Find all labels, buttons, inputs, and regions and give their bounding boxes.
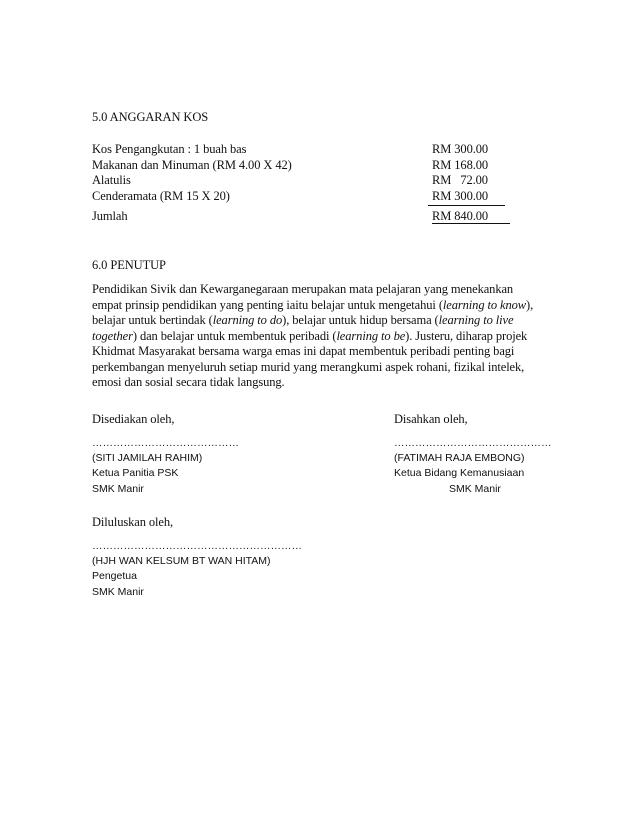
paragraph-line: emosi dan sosial secara tidak langsung. <box>92 375 285 389</box>
signature-approved-by <box>92 515 302 600</box>
cost-row <box>92 158 512 174</box>
cost-row <box>92 173 512 189</box>
signature-label: Disahkan oleh, <box>394 412 468 426</box>
signatory-name: (HJH WAN KELSUM BT WAN HITAM) <box>92 554 271 567</box>
closing-paragraph <box>92 282 560 391</box>
signature-prepared-by <box>92 412 239 497</box>
total-amount: RM 840.00 <box>432 209 489 223</box>
signature-dotted-line: …………………………………… <box>92 436 239 449</box>
signatory-title: Ketua Bidang Kemanusiaan <box>394 467 525 479</box>
cost-item-desc: Makanan dan Minuman (RM 4.00 X 42) <box>92 157 292 172</box>
cost-item-amount: RM 72.00 <box>432 173 488 187</box>
cost-item-desc: Kos Pengangkutan : 1 buah bas <box>92 142 247 156</box>
paragraph-line: Pendidikan Sivik dan Kewarganegaraan merupakan mata pelajaran yang menekankan <box>92 282 514 296</box>
cost-row <box>92 189 512 205</box>
signatory-name: (FATIMAH RAJA EMBONG) <box>394 451 525 464</box>
signature-dotted-line: ……………………………………… <box>394 436 552 449</box>
paragraph-line: belajar untuk bertindak (learning to do), belajar untuk hidup bersama (learning to live <box>92 313 514 327</box>
sum-divider-line <box>428 205 505 206</box>
signatory-school: SMK Manir <box>92 482 144 495</box>
signatory-title: Pengetua <box>92 570 137 582</box>
signatory-title: Ketua Panitia PSK <box>92 467 179 479</box>
paragraph-line: together) dan belajar untuk membentuk peribadi (learning to be). Justeru, diharap projek <box>92 328 528 343</box>
signatory-school: SMK Manir <box>92 585 144 598</box>
cost-item-amount: RM 168.00 <box>432 157 489 172</box>
signature-dotted-line: …………………………………………………… <box>92 539 302 552</box>
signature-label: Diluluskan oleh, <box>92 515 174 529</box>
paragraph-line: perkembangan menyeluruh setiap murid yang merangkumi aspek rohani, fizikal intelek, <box>92 359 525 374</box>
signature-label: Disediakan oleh, <box>92 412 175 426</box>
section-heading-penutup: 6.0 PENUTUP <box>92 258 166 272</box>
paragraph-line: Khidmat Masyarakat bersama warga emas ini dapat membentuk peribadi penting bagi <box>92 344 515 358</box>
signature-verified-by <box>394 412 552 497</box>
cost-item-desc: Alatulis <box>92 173 131 187</box>
cost-item-desc: Cenderamata (RM 15 X 20) <box>92 188 230 203</box>
signatory-name: (SITI JAMILAH RAHIM) <box>92 451 203 464</box>
signatory-school: SMK Manir <box>449 482 501 495</box>
paragraph-line: empat prinsip pendidikan yang penting iaitu belajar untuk mengetahui (learning to know), <box>92 297 534 312</box>
section-heading-anggaran-kos: 5.0 ANGGARAN KOS <box>92 110 209 124</box>
cost-table <box>92 142 512 204</box>
total-row <box>92 209 512 226</box>
total-underline <box>432 223 510 224</box>
cost-row <box>92 142 512 158</box>
cost-item-amount: RM 300.00 <box>432 188 489 203</box>
total-label: Jumlah <box>92 209 128 223</box>
cost-item-amount: RM 300.00 <box>432 142 489 156</box>
